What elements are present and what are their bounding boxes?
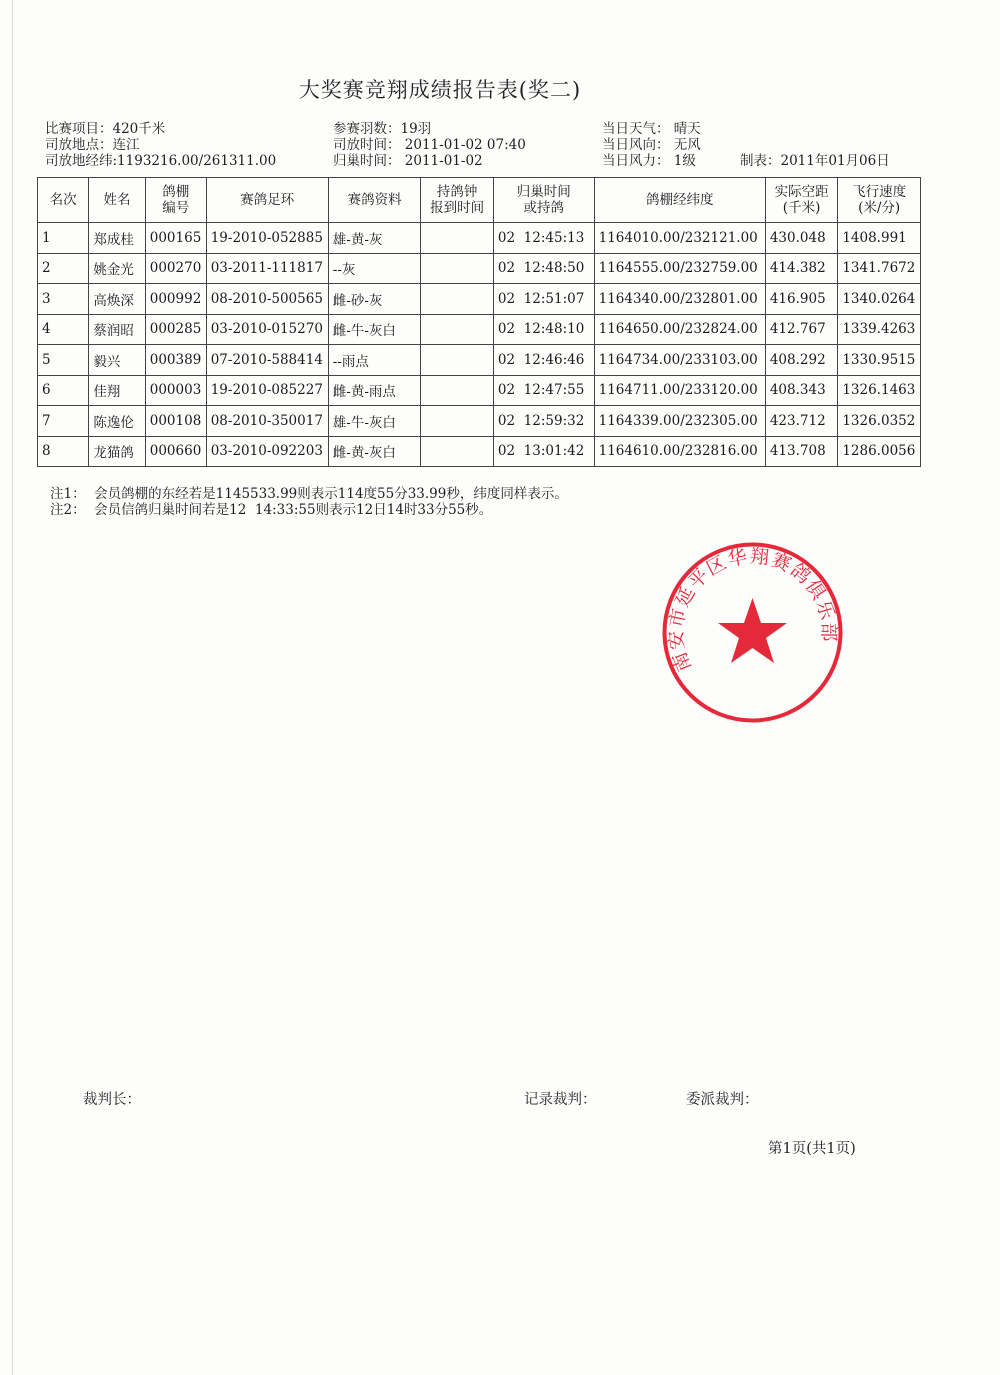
cell-loft-coords: 1164340.00/232801.00 xyxy=(594,284,765,315)
table-row xyxy=(38,375,921,406)
cell-return-time: 02 12:59:32 xyxy=(493,406,594,437)
cell-return-time: 02 12:45:13 xyxy=(493,223,594,254)
header-name: 姓名 xyxy=(89,178,145,223)
cell-clock-time xyxy=(421,375,494,406)
header-loft-id: 鸽棚 编号 xyxy=(145,178,206,223)
meta-wind-direction: 当日风向： 无风 xyxy=(602,137,701,153)
header-loft-coords: 鸽棚经纬度 xyxy=(594,178,765,223)
cell-clock-time xyxy=(421,284,494,315)
cell-loft-id: 000165 xyxy=(145,223,206,254)
cell-name: 姚金光 xyxy=(89,253,145,284)
cell-ring: 19-2010-085227 xyxy=(206,375,328,406)
header-distance: 实际空距 (千米) xyxy=(765,178,838,223)
cell-speed: 1330.9515 xyxy=(838,345,921,376)
cell-ring: 08-2010-500565 xyxy=(206,284,328,315)
cell-return-time: 02 12:46:46 xyxy=(493,345,594,376)
table-row xyxy=(38,314,921,345)
cell-speed: 1326.0352 xyxy=(838,406,921,437)
cell-loft-id: 000108 xyxy=(145,406,206,437)
footnote-1: 注1： 会员鸽棚的东经若是1145533.99则表示114度55分33.99秒，纬度同样表示。 xyxy=(50,486,568,502)
table-row xyxy=(38,223,921,254)
table-row xyxy=(38,284,921,315)
header-return-time: 归巢时间 或持鸽 xyxy=(493,178,594,223)
cell-return-time: 02 12:48:50 xyxy=(493,253,594,284)
cell-loft-coords: 1164339.00/232305.00 xyxy=(594,406,765,437)
cell-return-time: 02 12:48:10 xyxy=(493,314,594,345)
cell-loft-coords: 1164711.00/233120.00 xyxy=(594,375,765,406)
cell-distance: 430.048 xyxy=(765,223,838,254)
cell-ring: 03-2011-111817 xyxy=(206,253,328,284)
meta-release-time: 司放时间： 2011-01-02 07:40 xyxy=(333,137,526,153)
cell-clock-time xyxy=(421,253,494,284)
cell-name: 郑成桂 xyxy=(89,223,145,254)
meta-release-site: 司放地点：连江 xyxy=(45,137,140,153)
cell-pigeon-info: 雌-黄-灰白 xyxy=(328,436,421,467)
header-ring: 赛鸽足环 xyxy=(206,178,328,223)
cell-distance: 416.905 xyxy=(765,284,838,315)
cell-speed: 1340.0264 xyxy=(838,284,921,315)
table-row xyxy=(38,253,921,284)
meta-event: 比赛项目：420千米 xyxy=(45,121,166,137)
cell-ring: 08-2010-350017 xyxy=(206,406,328,437)
meta-made-date: 制表：2011年01月06日 xyxy=(740,153,890,169)
table-row xyxy=(38,436,921,467)
cell-distance: 414.382 xyxy=(765,253,838,284)
cell-distance: 408.343 xyxy=(765,375,838,406)
cell-pigeon-info: --灰 xyxy=(328,253,421,284)
cell-loft-id: 000992 xyxy=(145,284,206,315)
cell-rank: 8 xyxy=(38,436,89,467)
cell-clock-time xyxy=(421,223,494,254)
signature-chief-judge: 裁判长： xyxy=(83,1092,141,1108)
cell-rank: 3 xyxy=(38,284,89,315)
cell-ring: 03-2010-015270 xyxy=(206,314,328,345)
table-row xyxy=(38,345,921,376)
cell-clock-time xyxy=(421,436,494,467)
cell-name: 陈逸伦 xyxy=(89,406,145,437)
cell-clock-time xyxy=(421,345,494,376)
cell-rank: 7 xyxy=(38,406,89,437)
cell-name: 高焕深 xyxy=(89,284,145,315)
cell-distance: 413.708 xyxy=(765,436,838,467)
cell-distance: 423.712 xyxy=(765,406,838,437)
club-seal xyxy=(660,540,845,725)
cell-rank: 5 xyxy=(38,345,89,376)
star-icon xyxy=(718,598,787,663)
page-edge xyxy=(12,0,13,1375)
meta-weather: 当日天气： 晴天 xyxy=(602,121,701,137)
cell-loft-coords: 1164650.00/232824.00 xyxy=(594,314,765,345)
cell-return-time: 02 12:51:07 xyxy=(493,284,594,315)
results-table xyxy=(37,177,921,467)
meta-wind-force: 当日风力： 1级 xyxy=(602,153,696,169)
cell-distance: 408.292 xyxy=(765,345,838,376)
cell-rank: 6 xyxy=(38,375,89,406)
meta-entries: 参赛羽数：19羽 xyxy=(333,121,432,137)
header-speed: 飞行速度 (米/分) xyxy=(838,178,921,223)
cell-return-time: 02 12:47:55 xyxy=(493,375,594,406)
cell-ring: 07-2010-588414 xyxy=(206,345,328,376)
cell-distance: 412.767 xyxy=(765,314,838,345)
cell-speed: 1286.0056 xyxy=(838,436,921,467)
table-header-row xyxy=(38,178,921,223)
cell-loft-coords: 1164555.00/232759.00 xyxy=(594,253,765,284)
cell-name: 蔡润昭 xyxy=(89,314,145,345)
cell-ring: 19-2010-052885 xyxy=(206,223,328,254)
page-title: 大奖赛竞翔成绩报告表(奖二) xyxy=(298,78,582,102)
cell-loft-id: 000003 xyxy=(145,375,206,406)
seal-text-path: 南安市延平区华翔赛鸽俱乐部 xyxy=(664,545,840,675)
signature-delegate: 委派裁判： xyxy=(686,1092,759,1108)
cell-name: 佳翔 xyxy=(89,375,145,406)
cell-return-time: 02 13:01:42 xyxy=(493,436,594,467)
cell-loft-id: 000660 xyxy=(145,436,206,467)
cell-speed: 1326.1463 xyxy=(838,375,921,406)
cell-pigeon-info: 雌-砂-灰 xyxy=(328,284,421,315)
cell-rank: 4 xyxy=(38,314,89,345)
cell-speed: 1408.991 xyxy=(838,223,921,254)
header-rank: 名次 xyxy=(38,178,89,223)
cell-loft-coords: 1164010.00/232121.00 xyxy=(594,223,765,254)
cell-clock-time xyxy=(421,406,494,437)
cell-speed: 1339.4263 xyxy=(838,314,921,345)
cell-loft-id: 000389 xyxy=(145,345,206,376)
cell-loft-id: 000285 xyxy=(145,314,206,345)
cell-speed: 1341.7672 xyxy=(838,253,921,284)
cell-pigeon-info: 雌-牛-灰白 xyxy=(328,314,421,345)
header-clock-time: 持鸽钟 报到时间 xyxy=(421,178,494,223)
signature-recorder: 记录裁判： xyxy=(524,1092,597,1108)
cell-loft-coords: 1164610.00/232816.00 xyxy=(594,436,765,467)
meta-return-time: 归巢时间： 2011-01-02 xyxy=(333,153,483,169)
cell-loft-coords: 1164734.00/233103.00 xyxy=(594,345,765,376)
table-row xyxy=(38,406,921,437)
cell-rank: 2 xyxy=(38,253,89,284)
footnote-2: 注2： 会员信鸽归巢时间若是12 14:33:55则表示12日14时33分55秒。 xyxy=(50,502,493,518)
cell-name: 龙猫鸽 xyxy=(89,436,145,467)
page-number: 第1页(共1页) xyxy=(768,1141,856,1157)
cell-ring: 03-2010-092203 xyxy=(206,436,328,467)
cell-pigeon-info: 雄-牛-灰白 xyxy=(328,406,421,437)
cell-rank: 1 xyxy=(38,223,89,254)
footnotes xyxy=(50,486,568,518)
meta-release-coords: 司放地经纬:1193216.00/261311.00 xyxy=(45,153,277,169)
cell-pigeon-info: 雌-黄-雨点 xyxy=(328,375,421,406)
cell-clock-time xyxy=(421,314,494,345)
header-pigeon-info: 赛鸽资料 xyxy=(328,178,421,223)
cell-pigeon-info: --雨点 xyxy=(328,345,421,376)
cell-name: 毅兴 xyxy=(89,345,145,376)
cell-pigeon-info: 雄-黄-灰 xyxy=(328,223,421,254)
cell-loft-id: 000270 xyxy=(145,253,206,284)
